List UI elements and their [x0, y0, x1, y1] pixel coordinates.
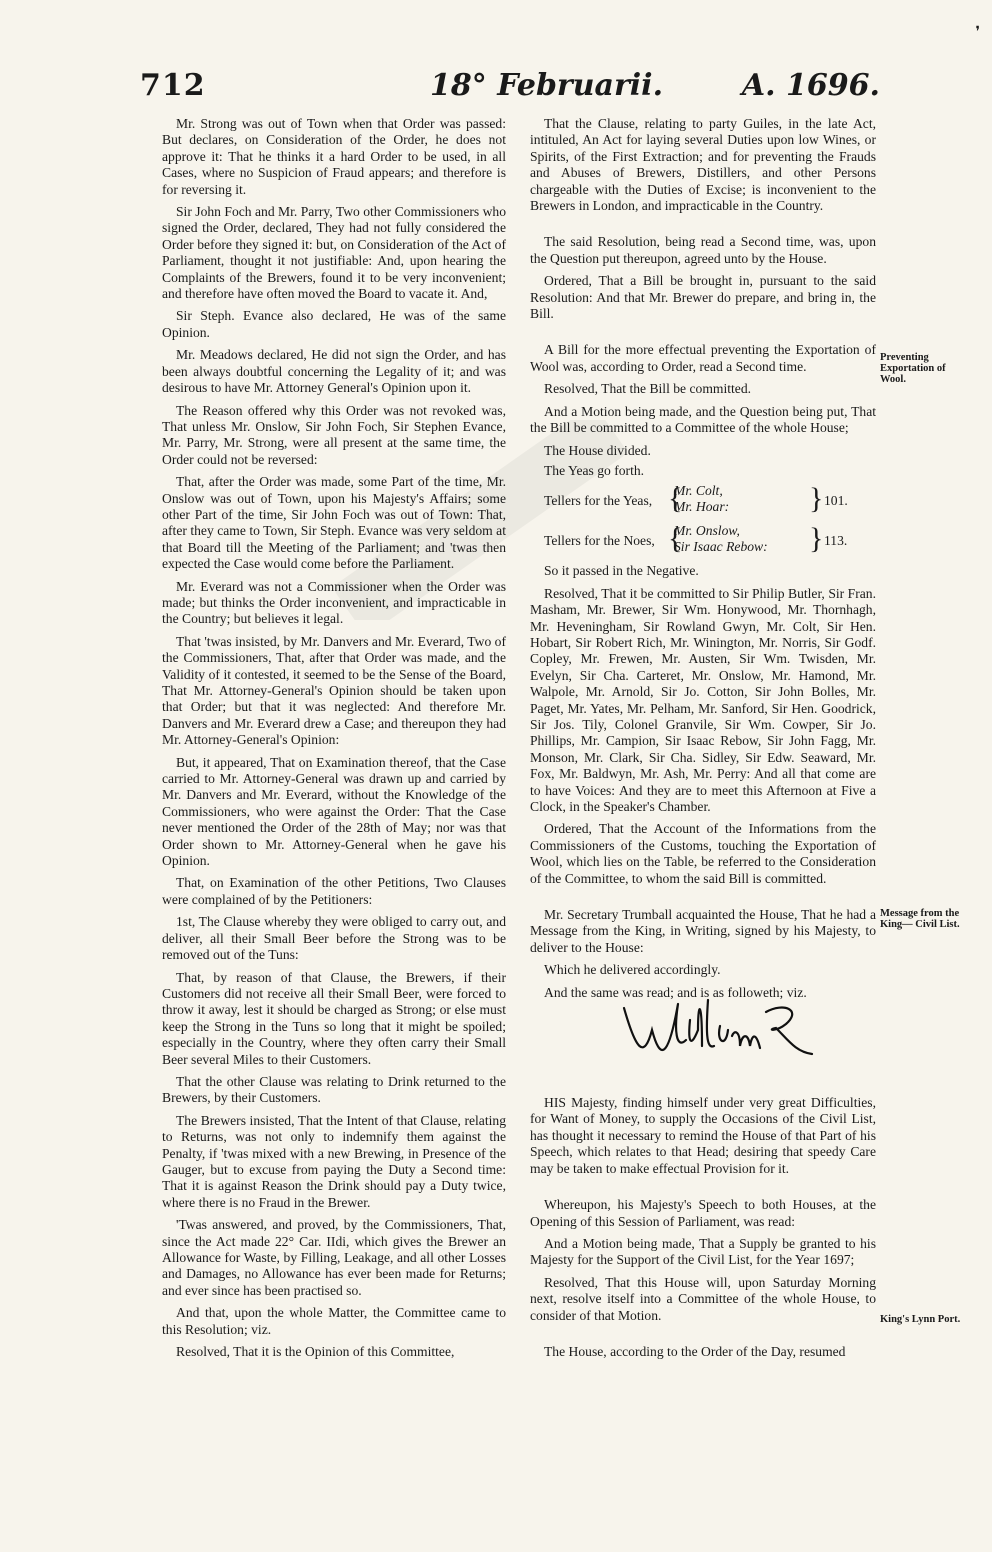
paragraph: Ordered, That the Account of the Informations from the Commissioners of the Customs, touching the Exportation of Wool, which lies on the Table, be referred to the Consideration of the Committee, to whom the said Bill is committed.	[530, 821, 876, 886]
tellers-noes-names	[674, 523, 768, 555]
paragraph: Mr. Strong was out of Town when that Order was passed: But declares, on Consideration of the Order, he does not approve it: That he thinks it a hard Order to be used, in all Cases, where no Suspicion of Fraud appears; and therefore is for reversing it.	[162, 116, 506, 197]
paragraph: Sir Steph. Evance also declared, He was of the same Opinion.	[162, 308, 506, 340]
page-number: 712	[140, 68, 206, 103]
paragraph: Resolved, That it is the Opinion of this Committee,	[176, 1344, 455, 1360]
division-block	[544, 443, 876, 580]
tellers-yeas-names	[674, 483, 729, 515]
paragraph: 'Twas answered, and proved, by the Commissioners, That, since the Act made 22° Car. IIdi, which gives the Brewer an Allowance for Waste, by Filling, Leakage, and all other Losses and Damages, no Allowance has ever been made for Returns; and ever since has been practised so.	[162, 1217, 506, 1298]
paragraph: Resolved, That this House will, upon Saturday Morning next, resolve itself into a Committee of the whole House, to consider of that Motion.	[530, 1274, 876, 1323]
teller-name: Sir Isaac Rebow:	[674, 539, 768, 555]
paragraph: Resolved, That it be committed to Sir Philip Butler, Sir Fran. Masham, Mr. Brewer, Sir Wm. Honywood, Mr. Thornhagh, Mr. Heveningham, Sir Rowland Gwyn, Mr. Colt, Sir Hen. Hobart, Sir Robert Rich, Mr. Winington, Mr. Norris, Sir Godf. Copley, Mr. Frewen, Mr. Austen, Sir Wm. Twisden, Mr. Evelyn, Sir Cha. Carteret, Mr. Onslow, Mr. Hamond, Mr. Walpole, Mr. Arnold, Sir Jo. Cotton, Sir John Bolles, Mr. Paget, Mr. Yates, Mr. Pelham, Mr. Sanford, Sir Hen. Goodrick, Sir Jos. Tily, Colonel Granvile, Sir Wm. Cowper, Sir Jo. Phillips, Mr. Campion, Sir Isaac Rebow, Sir John Fagg, Mr. Monson, Mr. Clark, Sir Cha. Sidley, Sir Edw. Seaward, Mr. Fox, Mr. Baldwyn, Mr. Ash, Mr. Perry: And all that come are to have Voices: And they are to meet this Afternoon at Five a Clock, in the Speaker's Chamber.	[530, 585, 876, 814]
right-brace: }	[809, 482, 824, 516]
paragraph: And the same was read; and is as followeth; viz.	[544, 984, 807, 1000]
division-line: The Yeas go forth.	[544, 462, 645, 478]
margin-note: Message from the King— Civil List.	[880, 908, 960, 930]
paragraph: Sir John Foch and Mr. Parry, Two other Commissioners who signed the Order, declared, They had not fully considered the Order before they signed it: but, on Consideration of the Act of Parliament, thought it not justifiable: And, upon hearing the Complaints of the Brewers, found it to be very inconvenient; and therefore have often moved the Board to vacate it. And,	[162, 204, 506, 302]
margin-note: King's Lynn Port.	[880, 1314, 961, 1325]
teller-name: Mr. Hoar:	[674, 499, 730, 515]
paragraph: That the other Clause was relating to Drink returned to the Brewers, by their Customers.	[162, 1073, 506, 1106]
paragraph: And that, upon the whole Matter, the Committee came to this Resolution; viz.	[162, 1305, 506, 1337]
paragraph: The Reason offered why this Order was not revoked was, That unless Mr. Onslow, Sir John Foch, Sir Stephen Evance, Mr. Parry, Mr. Strong, were all present at the same time, the Order could not be reversed:	[162, 402, 506, 467]
yeas-count: 101.	[824, 493, 848, 509]
left-brace: {	[668, 522, 683, 556]
margin-note: Preventing Exportation of Wool.	[880, 352, 946, 385]
tellers-noes	[544, 523, 876, 559]
noes-count: 113.	[824, 533, 848, 549]
page-year: A. 1696.	[741, 68, 880, 103]
left-brace: {	[668, 482, 683, 516]
paragraph: Mr. Secretary Trumball acquainted the House, That he had a Message from the King, in Writing, signed by his Majesty, to deliver to the House:	[530, 907, 876, 955]
teller-name: Mr. Onslow,	[674, 523, 740, 539]
paragraph: That, after the Order was made, some Part of the time, Mr. Onslow was out of Town, upon his Majesty's Affairs; some other Part of the time, Sir John Foch was out of Town: That, after they came to Town, Sir Steph. Evance was very seldom at that Board till the Meeting of the Parliament; and 'twas then expected the Case would come before the Parliament.	[162, 474, 506, 572]
paragraph: And a Motion being made, and the Question being put, That the Bill be committed to a Committee of the whole House;	[530, 403, 876, 436]
royal-signature	[616, 990, 816, 1070]
tellers-yeas-label: Tellers for the Yeas,	[544, 493, 653, 509]
paragraph: 1st, The Clause whereby they were obliged to carry out, and deliver, all their Small Beer before the Strong was to be removed out of the Tuns:	[162, 914, 506, 963]
paragraph: Ordered, That a Bill be brought in, pursuant to the said Resolution: And that Mr. Brewer do prepare, and bring in, the Bill.	[530, 273, 876, 322]
teller-name: Mr. Colt,	[674, 483, 723, 499]
paragraph: But, it appeared, That on Examination thereof, that the Case carried to Mr. Attorney-General was drawn up and carried by Mr. Danvers and Mr. Everard, without the Knowledge of the Commissioners, who were against the Order: That the Case never mentioned the Order of the 28th of May; nor was that Order shown to Mr. Attorney-General when he gave his Opinion.	[162, 754, 506, 869]
division-result: So it passed in the Negative.	[544, 563, 699, 579]
corner-mark: ❜	[975, 24, 980, 40]
tellers-yeas	[544, 483, 876, 519]
paragraph: HIS Majesty, finding himself under very great Difficulties, for Want of Money, to supply the Occasions of the Civil List, has thought it necessary to remind the House of that Part of his Speech, which relates to that Head; desiring that speedy Care may be taken to make effectual Provision for it.	[530, 1095, 876, 1176]
paragraph: Mr. Meadows declared, He did not sign the Order, and has been always doubtful concerning the Legality of it; and was desirous to have Mr. Attorney General's Opinion upon it.	[162, 347, 506, 396]
page-header	[140, 68, 880, 108]
paragraph: The House, according to the Order of the Day, resumed	[544, 1343, 846, 1359]
left-column	[162, 116, 506, 1366]
paragraph: Which he delivered accordingly.	[544, 962, 721, 978]
paragraph: A Bill for the more effectual preventing the Exportation of Wool was, according to Order, read a Second time.	[530, 342, 876, 374]
page-date: 18° Februarii.	[430, 68, 664, 103]
paragraph: Mr. Everard was not a Commissioner when the Order was made; but thinks the Order inconvenient, and impracticable in the Country; but believes it legal.	[162, 578, 506, 627]
division-line: The House divided.	[544, 442, 651, 458]
right-brace: }	[809, 522, 824, 556]
tellers-noes-label: Tellers for the Noes,	[544, 533, 655, 549]
paragraph: That 'twas insisted, by Mr. Danvers and Mr. Everard, Two of the Commissioners, That, after that Order was made, and the Validity of it contested, it seemed to be the Sense of the Board, That Mr. Attorney-General's Opinion should be taken upon that Order; but that it was neglected: And therefore Mr. Danvers and Mr. Everard drew a Case; and thereupon they had Mr. Attorney-General's Opinion:	[162, 633, 506, 748]
paragraph: Whereupon, his Majesty's Speech to both Houses, at the Opening of this Session of Parliament, was read:	[530, 1197, 876, 1229]
right-column	[530, 116, 876, 1366]
paragraph: That, by reason of that Clause, the Brewers, if their Customers did not receive all their Small Beer, were forced to throw it away, lest it should be charged as Strong; or else must keep the Strong in the Tuns so long that it might be spoiled; especially in the Country, where they often carry their Small Beer several Miles to their Customers.	[162, 969, 506, 1067]
paragraph: That the Clause, relating to party Guiles, in the late Act, intituled, An Act for laying several Duties upon low Wines, or Spirits, of the First Extraction; and for preventing the Frauds and Abuses of Brewers, Distillers, and other Persons chargeable with the Duties of Excise; is inconvenient to the Brewers in London, and impracticable in the Country.	[530, 116, 876, 214]
paragraph: Resolved, That the Bill be committed.	[544, 381, 752, 397]
paragraph: That, on Examination of the other Petitions, Two Clauses were complained of by the Petitioners:	[162, 875, 506, 907]
paragraph: The Brewers insisted, That the Intent of that Clause, relating to Returns, was not only to indemnify them against the Penalty, if 'twas mixed with a new Brewing, in Presence of the Gauger, but to excuse from paying the Duty a Second time: That it is against Reason the Drink should pay a Duty twice, where there is no Fraud in the Brewer.	[162, 1112, 506, 1210]
paragraph: The said Resolution, being read a Second time, was, upon the Question put thereupon, agreed unto by the House.	[530, 234, 876, 266]
paragraph: And a Motion being made, That a Supply be granted to his Majesty for the Support of the Civil List, for the Year 1697;	[530, 1235, 876, 1268]
